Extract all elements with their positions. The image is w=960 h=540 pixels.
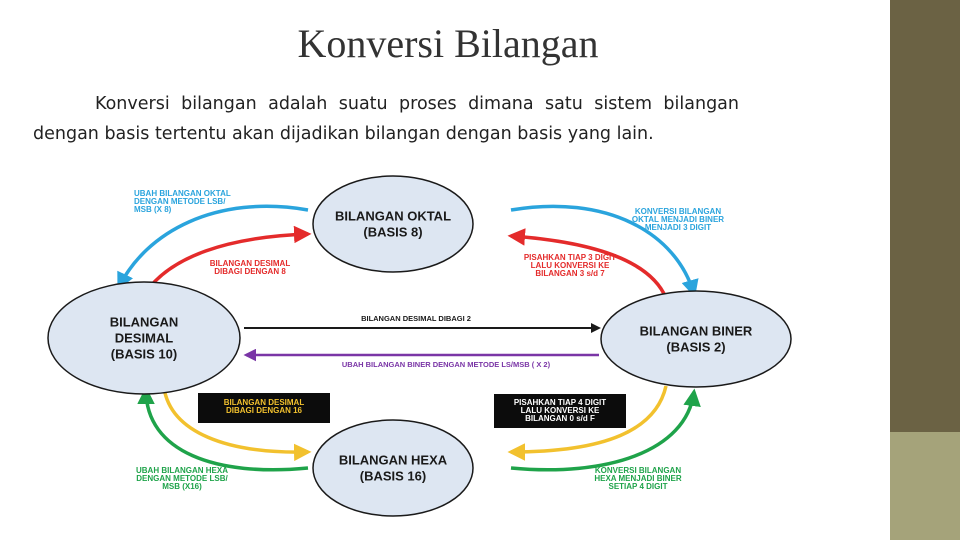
label-desimal-to-oktal: UBAH BILANGAN OKTAL [134,189,231,198]
label-desimal-to-oktal: DENGAN METODE LSB/ [134,197,226,206]
node-biner-label: (BASIS 2) [666,339,726,355]
label-oktal-to-biner: OKTAL MENJADI BINER [631,215,725,224]
conversion-diagram-svg [46,172,798,518]
node-biner-label: BILANGAN BINER [639,323,753,339]
node-desimal-label: (BASIS 10) [110,346,178,362]
label-hexa-to-desimal: MSB (X16) [162,482,202,491]
label-hexa-to-biner: HEXA MENJADI BINER [594,474,682,483]
decorative-side-bar [890,0,960,432]
label-desimal-div-8: DIBAGI DENGAN 8 [214,267,286,276]
label-hexa-to-desimal: UBAH BILANGAN HEXA [136,466,228,475]
node-desimal-label: DESIMAL [114,330,174,346]
label-biner-to-oktal: PISAHKAN TIAP 3 DIGIT [523,253,617,262]
label-hexa-to-biner: KONVERSI BILANGAN [594,466,682,475]
slide-title: Konversi Bilangan [297,21,599,66]
decorative-side-bar-accent [890,432,960,540]
label-biner-to-oktal: LALU KONVERSI KE [530,261,610,270]
label-desimal-to-oktal: MSB (X 8) [134,205,172,214]
label-oktal-to-biner: MENJADI 3 DIGIT [644,223,712,232]
label-desimal-div-8: BILANGAN DESIMAL [209,259,291,268]
label-hexa-to-biner: SETIAP 4 DIGIT [608,482,668,491]
conversion-diagram [46,172,798,518]
label-biner-to-hexa: LALU KONVERSI KE [520,406,600,415]
node-hexa-label: (BASIS 16) [359,468,427,484]
label-biner-to-hexa: PISAHKAN TIAP 4 DIGIT [513,398,607,407]
label-biner-to-oktal: BILANGAN 3 s/d 7 [535,269,605,278]
label-biner-to-desimal: UBAH BILANGAN BINER DENGAN METODE LS/MSB ( X 2) [341,360,551,369]
label-desimal-div-16: DIBAGI DENGAN 16 [225,406,303,415]
label-oktal-to-biner: KONVERSI BILANGAN [634,207,722,216]
label-desimal-div-2: BILANGAN DESIMAL DIBAGI 2 [361,314,471,323]
intro-paragraph: Konversi bilangan adalah suatu proses dimana satu sistem bilangan dengan basis tertentu akan dijadikan bilangan dengan basis yang lain. [33,94,739,144]
node-hexa-label: BILANGAN HEXA [338,452,448,468]
label-desimal-div-16: BILANGAN DESIMAL [223,398,305,407]
node-oktal-label: BILANGAN OKTAL [334,208,452,224]
label-hexa-to-desimal: DENGAN METODE LSB/ [136,474,228,483]
label-biner-to-hexa: BILANGAN 0 s/d F [525,414,595,423]
node-desimal-label: BILANGAN [109,314,179,330]
node-oktal-label: (BASIS 8) [363,224,423,240]
